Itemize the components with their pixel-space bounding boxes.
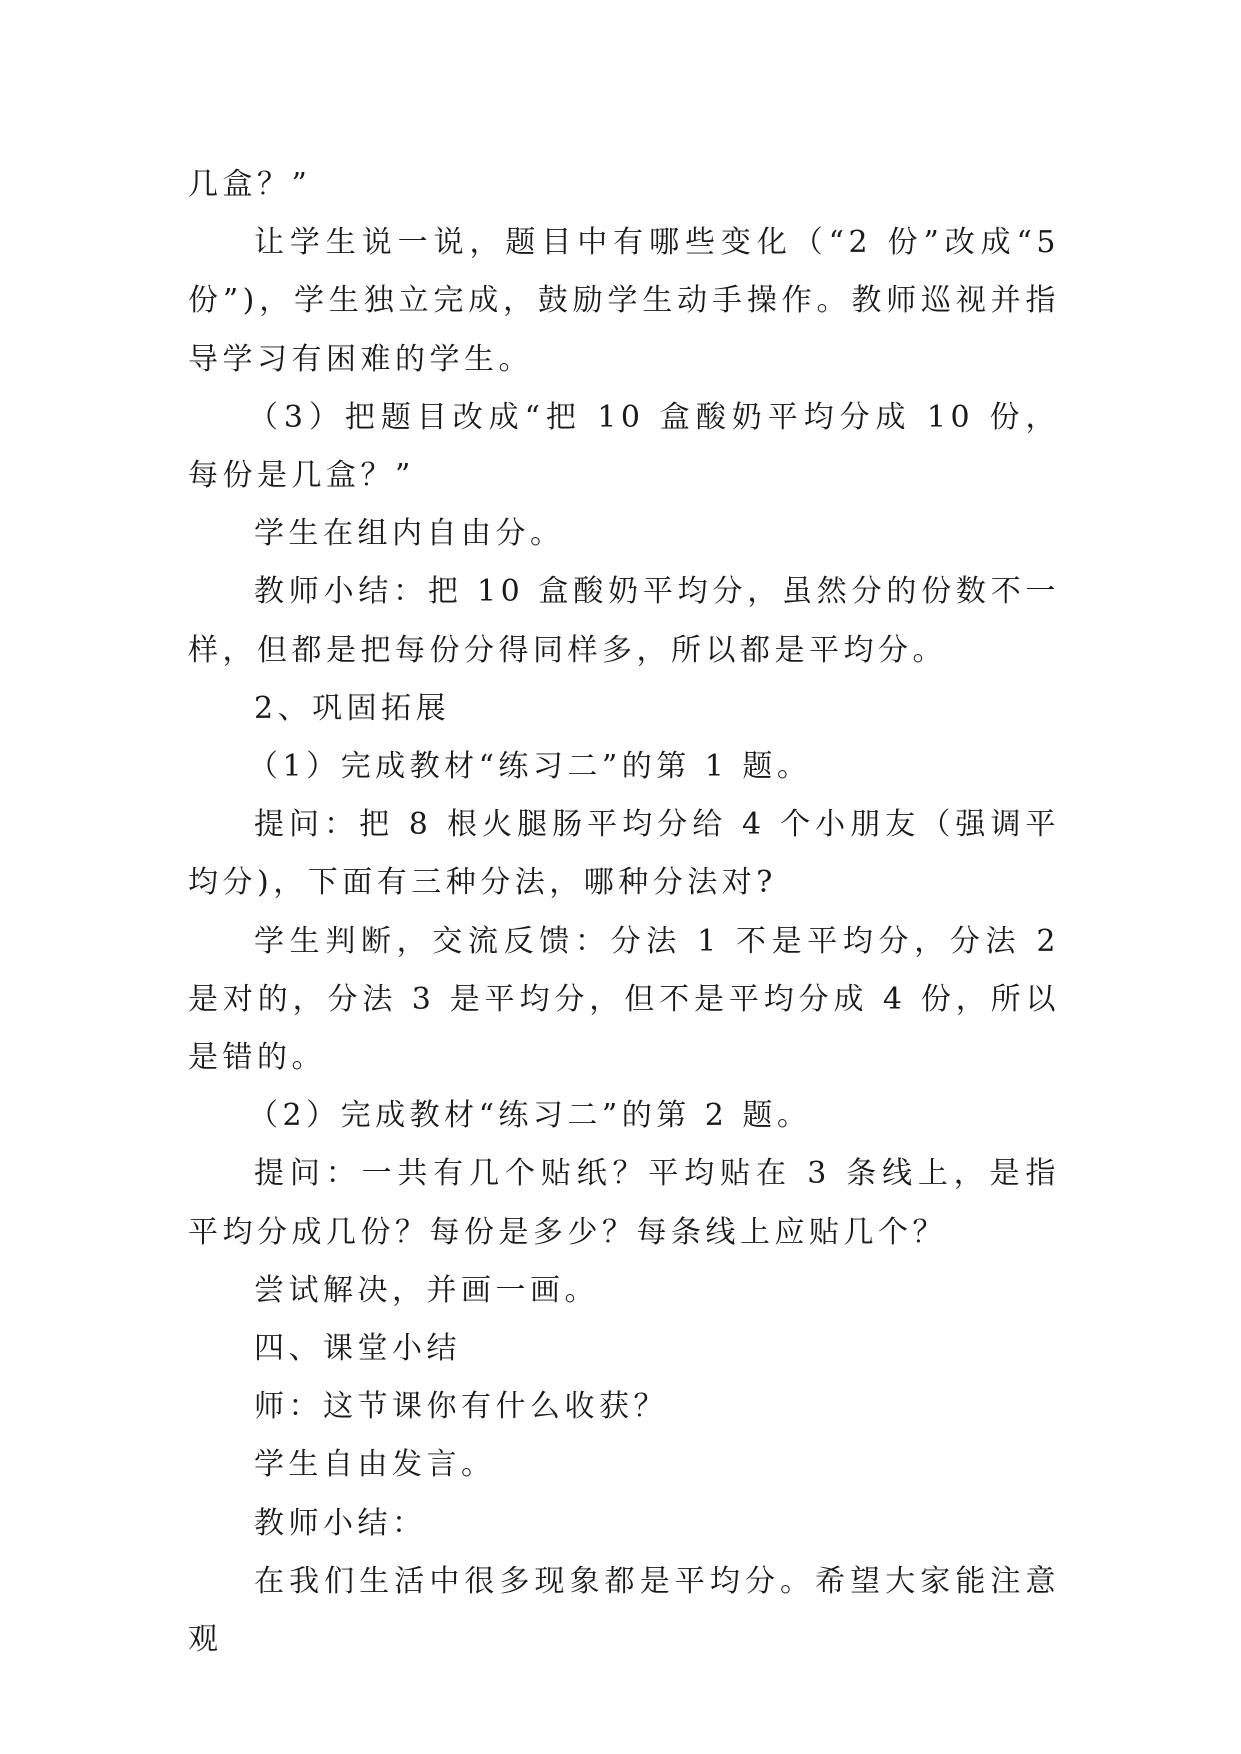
paragraph-teacher-summary-label: 教师小结： <box>254 1505 427 1541</box>
paragraph-try-solve: 尝试解决，并画一画。 <box>254 1272 599 1308</box>
paragraph-teacher-summary-1: 教师小结：把 10 盒酸奶平均分，虽然分的份数不一样，但都是把每份分得同样多，所以都是平均分。 <box>188 574 1060 668</box>
paragraph-student-speak: 学生自由发言。 <box>254 1447 496 1483</box>
paragraph-exercise-1: （1）完成教材“练习二”的第 1 题。 <box>248 749 812 785</box>
section-heading-class-summary: 四、课堂小结 <box>254 1331 461 1367</box>
document-body <box>188 156 1060 1669</box>
paragraph-feedback: 学生判断，交流反馈：分法 1 不是平均分，分法 2 是对的，分法 3 是平均分，但不是平均分成 4 份，所以是错的。 <box>188 923 1060 1076</box>
paragraph-question-1: 提问：把 8 根火腿肠平均分给 4 个小朋友（强调平均分)，下面有三种分法，哪种分法对? <box>188 807 1060 901</box>
section-heading-consolidation: 2、巩固拓展 <box>254 690 451 726</box>
paragraph-changes-discussion: 让学生说一说，题目中有哪些变化（“2 份”改成“5 份”)，学生独立完成，鼓励学生动手操作。教师巡视并指导学习有困难的学生。 <box>188 225 1060 377</box>
paragraph-step-3: （3）把题目改成“把 10 盒酸奶平均分成 10 份，每份是几盒？” <box>188 399 1060 494</box>
paragraph-question-2: 提问：一共有几个贴纸？平均贴在 3 条线上，是指平均分成几份？每份是多少？每条线上应贴几个？ <box>188 1156 1060 1250</box>
paragraph-continuation: 几盒？” <box>188 167 312 202</box>
paragraph-closing: 在我们生活中很多现象都是平均分。希望大家能注意观 <box>188 1563 1060 1658</box>
paragraph-group-work: 学生在组内自由分。 <box>254 516 565 552</box>
paragraph-exercise-2: （2）完成教材“练习二”的第 2 题。 <box>248 1098 812 1134</box>
paragraph-teacher-question: 师：这节课你有什么收获？ <box>254 1389 668 1425</box>
